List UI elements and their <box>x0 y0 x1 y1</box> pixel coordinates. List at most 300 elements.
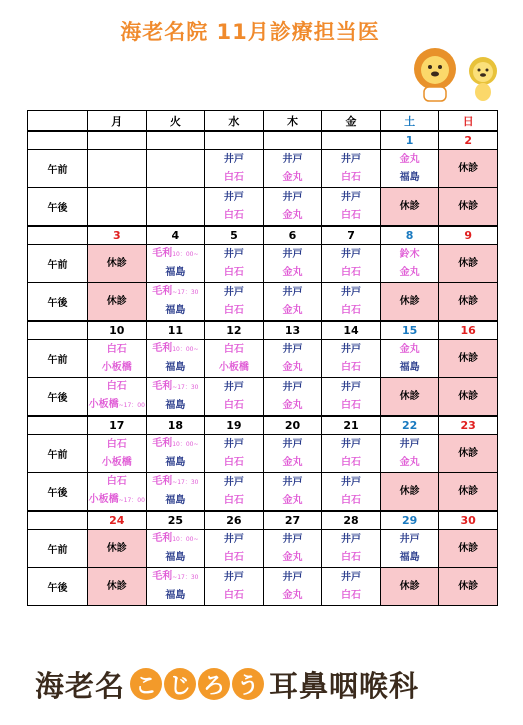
doctor-name: 金丸 <box>282 551 303 563</box>
slot-row-am <box>28 435 498 473</box>
schedule-cell <box>380 150 439 188</box>
schedule-cell <box>322 283 381 322</box>
doctor-name: 井戸 <box>341 153 362 165</box>
date-cell: 18 <box>146 416 205 435</box>
doctor-entry <box>381 169 439 187</box>
doctor-name: 休診 <box>399 580 420 592</box>
logo-kana-1: こ <box>130 668 162 700</box>
slot-row-pm <box>28 188 498 227</box>
doctor-entry <box>147 397 205 415</box>
doctor-time: 10：00~ <box>172 536 199 543</box>
date-cell: 25 <box>146 511 205 530</box>
schedule-cell <box>263 283 322 322</box>
doctor-name: 井戸 <box>399 533 420 545</box>
doctor-name: 休診 <box>106 580 127 592</box>
schedule-cell <box>205 150 264 188</box>
lion-mascot-large-icon <box>414 48 456 101</box>
schedule-cell <box>380 188 439 227</box>
doctor-name: 金丸 <box>282 209 303 221</box>
doctor-time: ~17：30 <box>172 384 199 391</box>
doctor-name: 白石 <box>223 343 244 355</box>
date-cell: 19 <box>205 416 264 435</box>
doctor-entry <box>205 436 263 454</box>
doctor-entry <box>381 436 439 454</box>
date-cell: 13 <box>263 321 322 340</box>
doctor-entry <box>147 568 205 587</box>
schedule-cell <box>88 435 147 473</box>
doctor-entry <box>264 246 322 264</box>
doctor-entry <box>147 435 205 454</box>
doctor-entry <box>322 341 380 359</box>
date-row-corner <box>28 321 88 340</box>
header-day: 木 <box>263 111 322 132</box>
doctor-entry <box>264 264 322 282</box>
doctor-entry <box>205 151 263 169</box>
doctor-name: 白石 <box>223 589 244 601</box>
schedule-cell <box>88 568 147 606</box>
doctor-entry <box>322 397 380 415</box>
doctor-name: 金丸 <box>282 399 303 411</box>
schedule-cell <box>322 245 381 283</box>
doctor-name: 休診 <box>106 257 127 269</box>
doctor-entry <box>147 473 205 492</box>
doctor-entry <box>264 569 322 587</box>
doctor-time: ~17：00 <box>118 497 145 504</box>
doctor-name: 毛利 <box>152 343 173 354</box>
doctor-name: 毛利 <box>152 248 173 259</box>
doctor-name: 井戸 <box>282 571 303 583</box>
doctor-name: 福島 <box>399 361 420 373</box>
doctor-name: 井戸 <box>223 286 244 298</box>
doctor-time: ~17：00 <box>118 402 145 409</box>
doctor-name: 井戸 <box>341 533 362 545</box>
doctor-entry <box>439 198 497 216</box>
doctor-entry <box>88 341 146 359</box>
schedule-cell <box>205 283 264 322</box>
schedule-cell <box>439 245 498 283</box>
doctor-entry <box>264 284 322 302</box>
schedule-cell <box>322 473 381 512</box>
schedule-cell <box>263 340 322 378</box>
doctor-name: 白石 <box>341 494 362 506</box>
doctor-entry <box>88 578 146 596</box>
schedule-cell <box>88 473 147 512</box>
doctor-entry <box>205 397 263 415</box>
doctor-entry <box>381 359 439 377</box>
schedule-cell <box>146 473 205 512</box>
doctor-entry <box>322 549 380 567</box>
schedule-cell <box>88 530 147 568</box>
doctor-entry <box>147 530 205 549</box>
date-cell: 20 <box>263 416 322 435</box>
doctor-name: 井戸 <box>282 343 303 355</box>
week-date-row <box>28 131 498 150</box>
doctor-entry <box>381 151 439 169</box>
doctor-name: 金丸 <box>282 456 303 468</box>
schedule-cell <box>88 188 147 227</box>
date-cell: 23 <box>439 416 498 435</box>
date-cell <box>205 131 264 150</box>
doctor-name: 井戸 <box>223 191 244 203</box>
doctor-time: 10：00~ <box>172 251 199 258</box>
lion-mascots-illustration <box>408 45 508 105</box>
date-cell: 8 <box>380 226 439 245</box>
doctor-entry <box>205 189 263 207</box>
doctor-name: 白石 <box>106 381 127 392</box>
header-day: 月 <box>88 111 147 132</box>
logo-kana-4: う <box>232 668 264 700</box>
doctor-name: 金丸 <box>282 171 303 183</box>
doctor-entry <box>381 341 439 359</box>
doctor-entry <box>264 549 322 567</box>
doctor-name: 休診 <box>458 485 479 497</box>
schedule-cell <box>322 530 381 568</box>
slot-label: 午前 <box>28 245 88 283</box>
doctor-name: 井戸 <box>282 153 303 165</box>
date-cell: 2 <box>439 131 498 150</box>
doctor-name: 休診 <box>458 542 479 554</box>
doctor-name: 毛利 <box>152 438 173 449</box>
doctor-name: 福島 <box>399 551 420 563</box>
doctor-name: 毛利 <box>152 476 173 487</box>
schedule-cell <box>263 150 322 188</box>
date-cell: 11 <box>146 321 205 340</box>
doctor-name: 休診 <box>458 295 479 307</box>
doctor-entry <box>205 531 263 549</box>
logo-text-left: 海老名 <box>35 668 126 703</box>
doctor-entry <box>264 454 322 472</box>
logo-text-right: 耳鼻咽喉科 <box>269 668 420 703</box>
date-cell: 6 <box>263 226 322 245</box>
doctor-name: 毛利 <box>152 381 173 392</box>
doctor-entry <box>147 454 205 472</box>
date-cell: 21 <box>322 416 381 435</box>
date-cell: 27 <box>263 511 322 530</box>
doctor-entry <box>205 587 263 605</box>
schedule-cell <box>205 245 264 283</box>
doctor-name: 白石 <box>223 551 244 563</box>
schedule-cell <box>439 283 498 322</box>
slot-row-am <box>28 150 498 188</box>
doctor-entry <box>264 492 322 510</box>
date-cell: 14 <box>322 321 381 340</box>
doctor-entry <box>88 359 146 377</box>
schedule-cell <box>146 340 205 378</box>
date-cell: 17 <box>88 416 147 435</box>
doctor-entry <box>264 359 322 377</box>
date-cell: 1 <box>380 131 439 150</box>
schedule-cell <box>380 245 439 283</box>
doctor-entry <box>147 492 205 510</box>
doctor-name: 休診 <box>399 295 420 307</box>
schedule-cell <box>439 568 498 606</box>
schedule-cell <box>88 283 147 322</box>
schedule-cell <box>88 245 147 283</box>
schedule-cell <box>263 435 322 473</box>
doctor-name: 白石 <box>106 438 127 450</box>
doctor-name: 金丸 <box>399 456 420 468</box>
slot-row-am <box>28 530 498 568</box>
doctor-entry <box>322 531 380 549</box>
doctor-name: 休診 <box>106 295 127 307</box>
slot-label: 午後 <box>28 283 88 322</box>
doctor-name: 井戸 <box>341 476 362 488</box>
doctor-name: 休診 <box>458 200 479 212</box>
schedule-cell <box>146 245 205 283</box>
doctor-entry <box>439 483 497 501</box>
date-row-corner <box>28 416 88 435</box>
schedule-cell <box>146 283 205 322</box>
doctor-name: 休診 <box>458 162 479 174</box>
doctor-entry <box>439 255 497 273</box>
logo-kana-2: じ <box>164 668 196 700</box>
doctor-name: 井戸 <box>399 438 420 450</box>
date-cell: 29 <box>380 511 439 530</box>
doctor-entry <box>381 454 439 472</box>
header-row <box>28 111 498 132</box>
doctor-name: 休診 <box>399 200 420 212</box>
doctor-entry <box>439 160 497 178</box>
slot-label: 午後 <box>28 378 88 417</box>
doctor-entry <box>147 378 205 397</box>
schedule-cell <box>88 340 147 378</box>
slot-label: 午前 <box>28 340 88 378</box>
doctor-entry <box>205 284 263 302</box>
doctor-name: 白石 <box>341 266 362 278</box>
date-row-corner <box>28 511 88 530</box>
doctor-entry <box>322 189 380 207</box>
doctor-name: 小板橋 <box>101 456 132 468</box>
doctor-entry <box>205 207 263 225</box>
date-cell: 15 <box>380 321 439 340</box>
doctor-time: ~17：30 <box>172 479 199 486</box>
slot-label: 午前 <box>28 530 88 568</box>
doctor-entry <box>205 569 263 587</box>
doctor-entry <box>381 264 439 282</box>
clinic-logo <box>35 660 495 708</box>
doctor-name: 井戸 <box>282 533 303 545</box>
doctor-entry <box>147 359 205 377</box>
schedule-cell <box>380 283 439 322</box>
doctor-name: 井戸 <box>341 381 362 393</box>
header-day: 土 <box>380 111 439 132</box>
doctor-entry <box>264 341 322 359</box>
doctor-name: 白石 <box>223 171 244 183</box>
doctor-entry <box>205 264 263 282</box>
doctor-name: 白石 <box>341 551 362 563</box>
doctor-name: 金丸 <box>282 589 303 601</box>
doctor-name: 井戸 <box>223 153 244 165</box>
schedule-cell <box>205 188 264 227</box>
schedule-cell <box>88 150 147 188</box>
schedule-cell <box>439 473 498 512</box>
header-day: 日 <box>439 111 498 132</box>
doctor-entry <box>264 151 322 169</box>
doctor-name: 小板橋 <box>218 361 249 373</box>
doctor-name: 福島 <box>165 362 186 373</box>
schedule-cell <box>322 435 381 473</box>
date-cell: 9 <box>439 226 498 245</box>
schedule-cell <box>146 568 205 606</box>
doctor-name: 井戸 <box>282 248 303 260</box>
date-cell: 16 <box>439 321 498 340</box>
doctor-name: 井戸 <box>341 343 362 355</box>
doctor-name: 金丸 <box>282 494 303 506</box>
doctor-name: 休診 <box>399 390 420 402</box>
doctor-name: 白石 <box>341 589 362 601</box>
doctor-name: 小板橋 <box>101 361 132 373</box>
doctor-name: 福島 <box>165 267 186 278</box>
doctor-name: 休診 <box>458 390 479 402</box>
slot-row-pm <box>28 568 498 606</box>
doctor-name: 白石 <box>223 399 244 411</box>
doctor-name: 白石 <box>341 456 362 468</box>
doctor-name: 井戸 <box>282 381 303 393</box>
schedule-cell <box>322 568 381 606</box>
schedule-cell <box>205 378 264 417</box>
doctor-entry <box>322 359 380 377</box>
doctor-name: 鈴木 <box>399 248 420 260</box>
doctor-name: 福島 <box>165 305 186 316</box>
doctor-time: ~17：30 <box>172 574 199 581</box>
logo-kana-3: ろ <box>198 668 230 700</box>
schedule-cell <box>439 188 498 227</box>
doctor-entry <box>322 379 380 397</box>
doctor-entry <box>205 359 263 377</box>
doctor-entry <box>205 169 263 187</box>
slot-row-pm <box>28 283 498 322</box>
doctor-entry <box>322 569 380 587</box>
doctor-entry <box>322 264 380 282</box>
schedule-cell <box>439 150 498 188</box>
doctor-entry <box>322 246 380 264</box>
schedule-cell <box>439 435 498 473</box>
doctor-entry <box>322 284 380 302</box>
doctor-entry <box>264 379 322 397</box>
doctor-time: ~17：30 <box>172 289 199 296</box>
slot-label: 午後 <box>28 188 88 227</box>
doctor-name: 白石 <box>341 304 362 316</box>
schedule-cell <box>380 473 439 512</box>
doctor-entry <box>322 587 380 605</box>
doctor-entry <box>88 540 146 558</box>
doctor-name: 金丸 <box>399 266 420 278</box>
header-corner <box>28 111 88 132</box>
schedule-cell <box>380 378 439 417</box>
schedule-cell <box>263 473 322 512</box>
slot-label: 午後 <box>28 568 88 606</box>
doctor-time: 10：00~ <box>172 346 199 353</box>
doctor-name: 井戸 <box>223 248 244 260</box>
schedule-cell <box>380 530 439 568</box>
logo-kana-group <box>129 668 265 700</box>
schedule-cell <box>322 378 381 417</box>
date-cell <box>322 131 381 150</box>
schedule-cell <box>263 245 322 283</box>
schedule-cell <box>263 378 322 417</box>
doctor-name: 白石 <box>341 209 362 221</box>
doctor-entry <box>147 340 205 359</box>
slot-row-am <box>28 245 498 283</box>
doctor-name: 福島 <box>165 400 186 411</box>
date-cell: 24 <box>88 511 147 530</box>
schedule-cell <box>322 340 381 378</box>
schedule-cell <box>205 568 264 606</box>
doctor-entry <box>205 246 263 264</box>
schedule-cell <box>263 568 322 606</box>
doctor-name: 福島 <box>165 457 186 468</box>
week-date-row <box>28 321 498 340</box>
schedule-cell <box>380 340 439 378</box>
doctor-name: 白石 <box>223 209 244 221</box>
doctor-name: 白石 <box>223 456 244 468</box>
doctor-name: 毛利 <box>152 533 173 544</box>
doctor-name: 井戸 <box>341 286 362 298</box>
date-cell: 12 <box>205 321 264 340</box>
schedule-cell <box>322 188 381 227</box>
lion-mascot-small-icon <box>469 57 497 101</box>
doctor-entry <box>381 388 439 406</box>
doctor-name: 休診 <box>106 542 127 554</box>
schedule-cell <box>205 473 264 512</box>
doctor-name: 井戸 <box>223 381 244 393</box>
doctor-name: 福島 <box>165 495 186 506</box>
doctor-entry <box>88 255 146 273</box>
doctor-name: 金丸 <box>282 361 303 373</box>
header-day: 金 <box>322 111 381 132</box>
doctor-name: 白石 <box>106 476 127 487</box>
doctor-name: 毛利 <box>152 286 173 297</box>
date-cell: 10 <box>88 321 147 340</box>
doctor-name: 白石 <box>341 361 362 373</box>
doctor-entry <box>322 436 380 454</box>
doctor-entry <box>88 473 146 491</box>
doctor-name: 井戸 <box>341 438 362 450</box>
schedule-cell <box>380 435 439 473</box>
doctor-entry <box>439 350 497 368</box>
doctor-entry <box>88 396 146 415</box>
week-date-row <box>28 226 498 245</box>
date-cell <box>88 131 147 150</box>
schedule-cell <box>263 188 322 227</box>
doctor-entry <box>381 531 439 549</box>
doctor-name: 休診 <box>458 257 479 269</box>
date-cell: 30 <box>439 511 498 530</box>
doctor-name: 白石 <box>223 304 244 316</box>
doctor-entry <box>147 245 205 264</box>
doctor-name: 白石 <box>341 399 362 411</box>
doctor-entry <box>205 492 263 510</box>
doctor-entry <box>439 388 497 406</box>
doctor-entry <box>88 454 146 472</box>
doctor-entry <box>439 578 497 596</box>
doctor-entry <box>322 169 380 187</box>
doctor-name: 井戸 <box>223 438 244 450</box>
doctor-name: 金丸 <box>399 153 420 165</box>
schedule-table <box>27 110 498 606</box>
doctor-entry <box>205 302 263 320</box>
slot-label: 午前 <box>28 435 88 473</box>
date-cell: 26 <box>205 511 264 530</box>
date-cell: 28 <box>322 511 381 530</box>
schedule-cell <box>439 340 498 378</box>
doctor-entry <box>381 198 439 216</box>
doctor-name: 毛利 <box>152 571 173 582</box>
doctor-entry <box>264 531 322 549</box>
schedule-cell <box>205 340 264 378</box>
doctor-entry <box>381 549 439 567</box>
doctor-name: 福島 <box>399 171 420 183</box>
